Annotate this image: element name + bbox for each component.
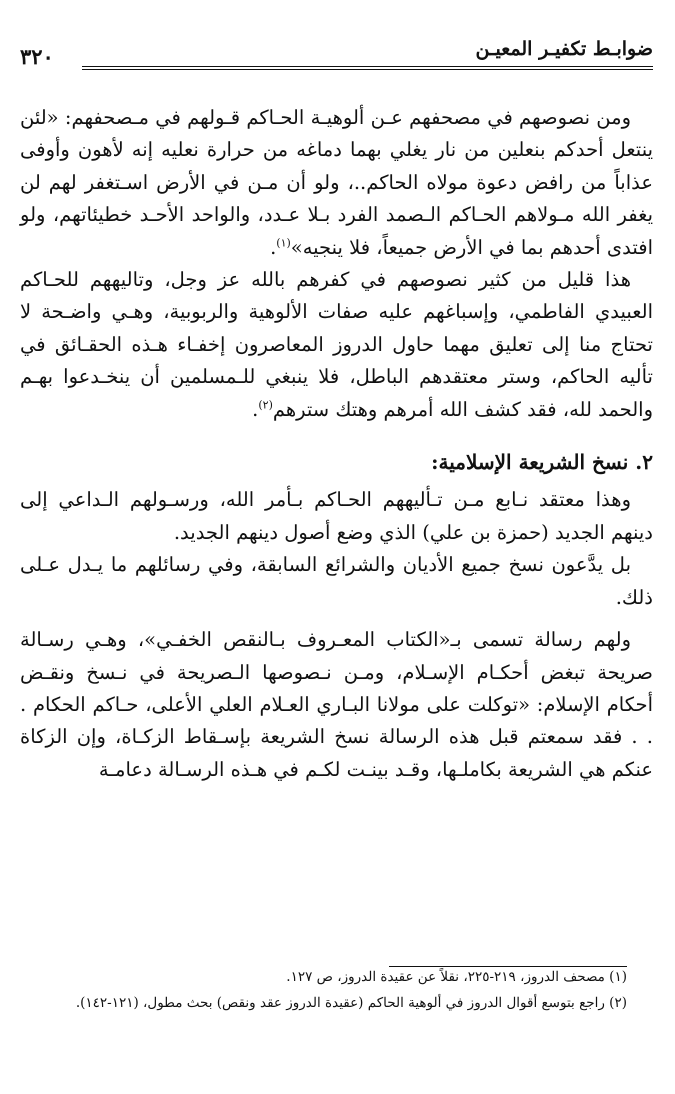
running-title: ضوابـط تكفيـر المعيـن xyxy=(475,38,653,60)
footnote-1: (١) مصحف الدروز، ٢١٩-٢٢٥، نقلاً عن عقيدة الدروز، ص ١٢٧. xyxy=(286,969,627,985)
paragraph-2-text: هذا قليل من كثير نصوصهم في كفرهم بالله عز وجل، وتاليههم للحـاكم العبيدي الفاطمي، وإسباغهم عليه صفات الألوهية والربوبية، وهـي واضـحة لا تحتاج منا إلى تعليق مهما حاول الدروز المعاصرون إخفـاء هـذه الحقـائق في تأليه الحاكم، وستر معتقدهم الباطل، فلا ينبغي للـمسلمين أن ينخـدعوا بهـم والحمد لله، فقد كشف الله أمرهم وهتك سترهم xyxy=(20,268,653,421)
footnote-ref-1: (١) xyxy=(276,236,291,250)
paragraph-5: ولهم رسالة تسمى بـ«الكتاب المعـروف بـالنقص الخفـي»، وهـي رسـالة صريحة تبغض أحكـام الإسـلام، ومـن نـصوصها الـصريحة في نـسخ ونقـض أحكام الإسلام: «توكلت على مولانا البـاري العـلام العلي الأعلى، حـاكم الحكام . . . فقد سمعتم قبل هذه الرسالة نسخ الشريعة بإسـقاط الزكـاة، وإن الزكاة عنكم هي الشريعة بكاملـها، وقـد بينـت لكـم في هـذه الرسـالة دعامـة xyxy=(20,628,653,781)
paragraph-2: هذا قليل من كثير نصوصهم في كفرهم بالله عز وجل، وتاليههم للحـاكم العبيدي الفاطمي، وإسباغهم عليه صفات الألوهية والربوبية، وهـي واضـحة لا تحتاج منا إلى تعليق مهما حاول الدروز المعاصرون إخفـاء هـذه الحقـائق في تأليه الحاكم، وستر معتقدهم الباطل، فلا ينبغي للـمسلمين أن ينخـدعوا بهـم والحمد لله، فقد كشف الله أمرهم وهتك سترهم$^{(٢)}$. xyxy=(20,268,653,421)
paragraph-3: وهذا معتقد نـابع مـن تـأليههم الحـاكم بـأمر الله، ورسـولهم الـداعي إلى دينهم الجديد (حمزة بن علي) الذي وضع أصول دينهم الجديد. xyxy=(20,488,653,544)
section-heading: ٢. نسخ الشريعة الإسلامية: xyxy=(431,450,653,475)
header-rule xyxy=(82,66,653,70)
footnotes xyxy=(20,964,627,1016)
footnote-ref-2: (٢) xyxy=(258,398,273,412)
main-text xyxy=(20,102,653,786)
paragraph-4: بل يدَّعون نسخ جميع الأديان والشرائع السابقة، وفي رسائلهم ما يـدل عـلى ذلك. xyxy=(20,553,653,609)
footnote-2: (٢) راجع بتوسع أقوال الدروز في ألوهية الحاكم (عقيدة الدروز عقد ونقص) بحث مطول، (١٢١-١٤٢). xyxy=(75,995,627,1011)
paragraph-1-text: ومن نصوصهم في مصحفهم عـن ألوهيـة الحـاكم قـولهم في مـصحفهم: «لئن ينتعل أحدكم بنعلين من نار يغلي بهما دماغه من حرارة نعليه إنه لأهون وأوفى عذاباً من رافض دعوة مولاه الحاكم..، ولو أن مـن في الأرض اسـتغفر لهم لن يغفر الله مـولاهم الحـاكم الـصمد الفرد بـلا عـدد، والواحد الأحـد خطيئاتهم، ولو افتدى أحدهم بما في الأرض جميعاً، فلا ينجيه» xyxy=(20,106,653,259)
page-header xyxy=(20,36,653,76)
paragraph-1: ومن نصوصهم في مصحفهم عـن ألوهيـة الحـاكم قـولهم في مـصحفهم: «لئن ينتعل أحدكم بنعلين من نار يغلي بهما دماغه من حرارة نعليه إنه لأهون وأوفى عذاباً من رافض دعوة مولاه الحاكم..، ولو أن مـن في الأرض اسـتغفر لهم لن يغفر الله مـولاهم الحـاكم الـصمد الفرد بـلا عـدد، والواحد الأحـد خطيئاتهم، ولو افتدى أحدهم بما في الأرض جميعاً، فلا ينجيه»$^{(١)}$. xyxy=(20,106,653,259)
page-number: ٣٢٠ xyxy=(20,44,54,69)
